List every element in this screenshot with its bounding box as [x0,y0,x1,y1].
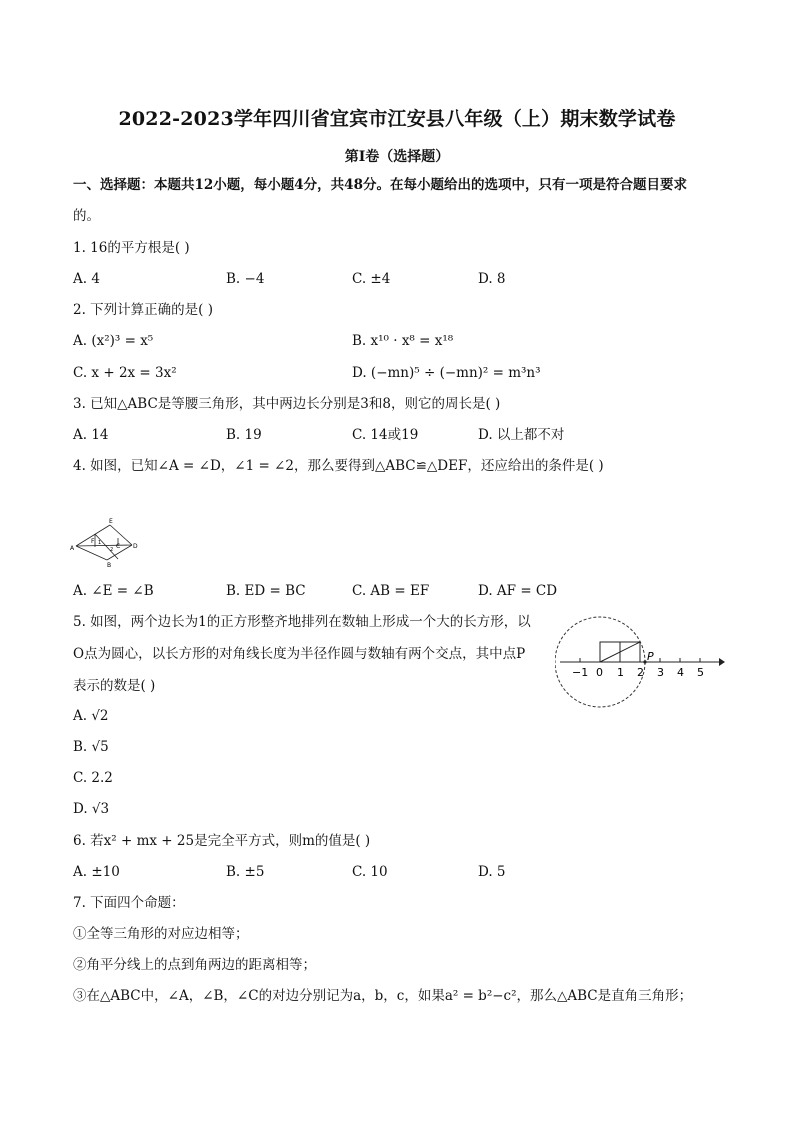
q5-square-1 [600,642,620,662]
q5-tick-1: 1 [617,666,624,679]
q4-option-c: C. AB = EF [352,583,430,599]
q4-label-c: C [116,543,121,550]
q3-option-c: C. 14或19 [352,427,419,443]
q4-stem: 4. 如图，已知∠A = ∠D，∠1 = ∠2，那么要得到△ABC≌△DEF，还应给出的条件是( ) [73,458,604,474]
q1-option-c: C. ±4 [352,271,391,287]
q7-stem: 7. 下面四个命题： [73,895,185,911]
q6-stem: 6. 若x² + mx + 25是完全平方式，则m的值是( ) [73,833,371,849]
q5-option-b: B. √5 [73,739,109,755]
section-subtitle: 第I卷（选择题） [344,149,450,165]
q5-option-d: D. √3 [73,801,110,817]
q7-statement-2: ②角平分线上的点到角两边的距离相等； [73,957,316,973]
q5-tick-0: 0 [596,666,603,679]
q2-option-c: C. x + 2x = 3x² [73,365,177,381]
q4-option-a: A. ∠E = ∠B [73,583,154,599]
q5-square-2 [620,642,640,662]
q2-option-d: D. (−mn)⁵ ÷ (−mn)² = m³n³ [352,365,541,381]
q6-option-d: D. 5 [478,864,506,880]
q2-option-a: A. (x²)³ = x⁵ [73,333,154,349]
q1-option-a: A. 4 [73,271,100,287]
q3-option-b: B. 19 [226,427,262,443]
q2-option-b: B. x¹⁰ · x⁸ = x¹⁸ [352,333,454,349]
q6-option-b: B. ±5 [226,864,265,880]
q5-tick-neg1: −1 [572,666,589,679]
q4-triangle-figure [70,516,140,568]
q4-label-f: F [91,538,95,545]
page-title: 2022-2023学年四川省宜宾市江安县八年级（上）期末数学试卷 [118,108,676,130]
q4-label-2: 2 [110,547,114,553]
section-instructions-line1: 一、选择题：本题共12小题，每小题4分，共48分。在每小题给出的选项中，只有一项是符合题目要求 [73,177,687,193]
q4-option-b: B. ED = BC [226,583,306,599]
q4-label-e: E [109,518,113,525]
q6-option-c: C. 10 [352,864,388,880]
q5-stem-line2: O点为圆心，以长方形的对角线长度为半径作圆与数轴有两个交点，其中点P [73,646,526,662]
q4-label-a: A [70,545,75,552]
q5-option-c: C. 2.2 [73,770,113,786]
q2-stem: 2. 下列计算正确的是( ) [73,302,213,318]
q5-number-line-figure [555,610,725,710]
q5-tick-3: 3 [657,666,664,679]
q5-tick-2: 2 [637,666,644,679]
q7-statement-3: ③在△ABC中，∠A，∠B，∠C的对边分别记为a，b，c，如果a² = b²−c²，那么△ABC是直角三角形； [73,988,693,1004]
q4-option-d: D. AF = CD [478,583,558,599]
q3-option-a: A. 14 [73,427,109,443]
q4-label-b: B [107,562,112,568]
q6-option-a: A. ±10 [73,864,120,880]
q3-stem: 3. 已知△ABC是等腰三角形，其中两边长分别是3和8，则它的周长是( ) [73,396,501,412]
q1-option-b: B. −4 [226,271,265,287]
q5-stem-line1: 5. 如图，两个边长为1的正方形整齐地排列在数轴上形成一个大的长方形，以 [73,614,531,630]
q7-statement-1: ①全等三角形的对应边相等； [73,926,249,942]
q3-option-d: D. 以上都不对 [478,427,565,443]
q5-axis-arrow [719,658,725,666]
q5-option-a: A. √2 [73,708,109,724]
q4-label-d: D [133,543,138,550]
q5-stem-line3: 表示的数是( ) [73,678,156,694]
q5-point-p-label: P [647,650,654,663]
q5-tick-4: 4 [677,666,684,679]
q4-label-1: 1 [98,540,102,546]
q1-stem: 1. 16的平方根是( ) [73,240,190,256]
section-instructions-line2: 的。 [73,208,100,224]
q5-tick-5: 5 [697,666,704,679]
q1-option-d: D. 8 [478,271,506,287]
